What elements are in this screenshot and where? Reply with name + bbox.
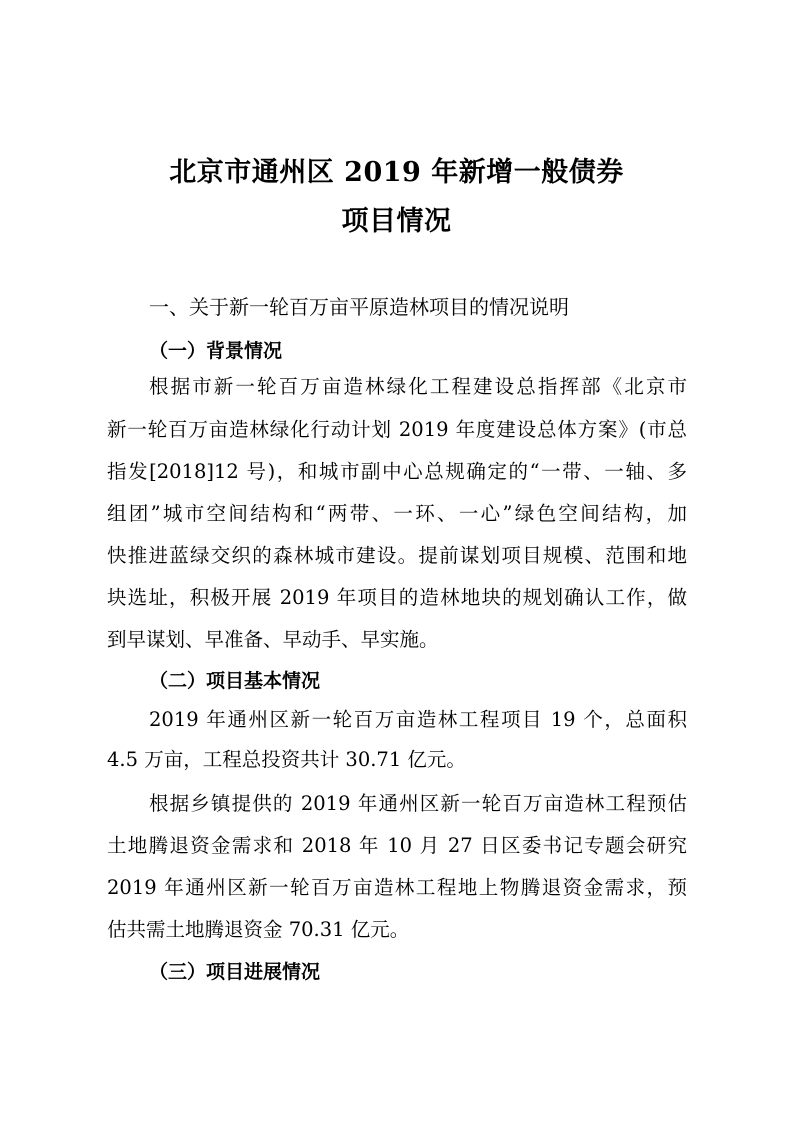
subsection-heading-progress: （三）项目进展情况 <box>149 961 321 983</box>
paragraph-line: 块选址，积极开展 2019 年项目的造林地块的规划确认工作，做 <box>107 586 687 609</box>
paragraph-line: 2019 年通州区新一轮百万亩造林工程项目 19 个，总面积 <box>149 708 687 731</box>
paragraph-line: 根据市新一轮百万亩造林绿化工程建设总指挥部《北京市 <box>149 375 687 398</box>
paragraph-line: 组团”城市空间结构和“两带、一环、一心”绿色空间结构，加 <box>107 502 687 525</box>
document-title-line2: 项目情况 <box>341 206 452 237</box>
paragraph-line: 土地腾退资金需求和 2018 年 10 月 27 日区委书记专题会研究 <box>107 834 687 857</box>
paragraph-line: 4.5 万亩，工程总投资共计 30.71 亿元。 <box>107 748 466 771</box>
paragraph-line: 2019 年通州区新一轮百万亩造林工程地上物腾退资金需求，预 <box>107 876 687 899</box>
paragraph-line: 估共需土地腾退资金 70.31 亿元。 <box>107 918 410 941</box>
document-title-line1: 北京市通州区 2019 年新增一般债券 <box>169 157 624 188</box>
section-heading-1: 一、关于新一轮百万亩平原造林项目的情况说明 <box>149 295 569 319</box>
paragraph-line: 根据乡镇提供的 2019 年通州区新一轮百万亩造林工程预估 <box>149 792 687 815</box>
paragraph-line: 指发[2018]12 号)，和城市副中心总规确定的“一带、一轴、多 <box>107 460 687 483</box>
paragraph-line: 新一轮百万亩造林绿化行动计划 2019 年度建设总体方案》(市总 <box>107 418 687 441</box>
subsection-heading-background: （一）背景情况 <box>149 340 283 362</box>
paragraph-line: 到早谋划、早准备、早动手、早实施。 <box>107 628 439 651</box>
paragraph-line: 快推进蓝绿交织的森林城市建设。提前谋划项目规模、范围和地 <box>107 544 687 567</box>
subsection-heading-basic-info: （二）项目基本情况 <box>149 670 321 692</box>
